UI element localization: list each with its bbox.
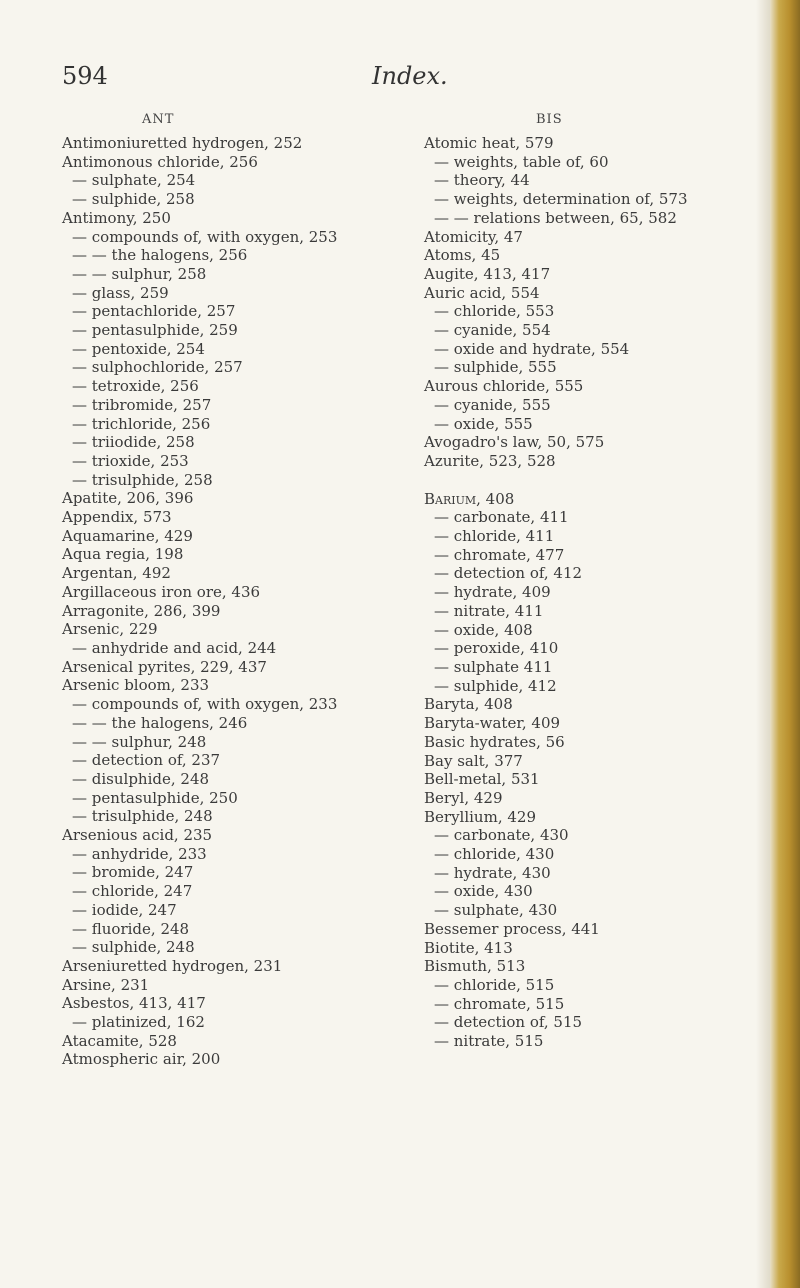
index-entry: Appendix, 573 — [62, 508, 172, 527]
index-subentry: — detection of, 412 — [434, 564, 583, 583]
index-subentry: — anhydride, 233 — [72, 844, 207, 863]
index-entry: Bismuth, 513 — [424, 957, 526, 976]
index-subentry: — trisulphide, 248 — [72, 807, 213, 826]
index-entry: Atoms, 45 — [424, 246, 501, 265]
index-column-left — [62, 112, 402, 1069]
index-entry: Arragonite, 286, 399 — [62, 601, 221, 620]
index-entry: Bay salt, 377 — [424, 751, 523, 770]
index-subentry: — sulphate 411 — [434, 657, 553, 676]
index-subentry: — oxide, 408 — [434, 620, 533, 639]
index-subentry: — carbonate, 411 — [434, 508, 569, 527]
index-entry: Baryta-water, 409 — [424, 714, 561, 733]
index-entry: Antimoniuretted hydrogen, 252 — [62, 134, 303, 152]
index-subentry: — weights, determination of, 573 — [434, 190, 688, 209]
index-entry: Basic hydrates, 56 — [424, 732, 565, 751]
index-entry: Arsenic, 229 — [62, 620, 158, 639]
index-entry: Aurous chloride, 555 — [424, 377, 584, 396]
index-entry: Antimony, 250 — [62, 208, 171, 227]
index-entry: Biotite, 413 — [424, 938, 513, 957]
index-subentry: — — sulphur, 258 — [72, 264, 207, 283]
index-subentry: — chromate, 515 — [434, 994, 565, 1013]
index-subentry: — oxide, 555 — [434, 414, 533, 433]
index-subentry: — detection of, 237 — [72, 751, 221, 770]
index-subentry: — detection of, 515 — [434, 1013, 583, 1032]
index-subentry: — chromate, 477 — [434, 545, 565, 564]
running-title: Index. — [372, 62, 448, 90]
index-subentry: — triiodide, 258 — [72, 433, 195, 452]
index-entry: Bessemer process, 441 — [424, 919, 600, 938]
index-subentry: — sulphide, 248 — [72, 938, 195, 957]
index-subentry: — tribromide, 257 — [72, 395, 212, 414]
index-entry: Asbestos, 413, 417 — [62, 994, 206, 1013]
index-subentry: — carbonate, 430 — [434, 826, 569, 845]
index-entry: Atmospheric air, 200 — [62, 1050, 221, 1069]
guide-word-left: ANT — [142, 112, 175, 127]
index-entry: Atomic heat, 579 — [424, 134, 554, 152]
index-subentry: — trisulphide, 258 — [72, 470, 213, 489]
index-subentry: — weights, table of, 60 — [434, 152, 609, 171]
index-subentry: — theory, 44 — [434, 171, 530, 190]
index-subentry: — — sulphur, 248 — [72, 732, 207, 751]
index-entry: Arsine, 231 — [62, 975, 150, 994]
index-subentry: — tetroxide, 256 — [72, 377, 199, 396]
index-subentry: — bromide, 247 — [72, 863, 194, 882]
index-subentry: — iodide, 247 — [72, 900, 177, 919]
index-entry: Barium, 408 — [424, 489, 515, 508]
index-entry: Arsenic bloom, 233 — [62, 676, 210, 695]
index-subentry: — hydrate, 430 — [434, 863, 551, 882]
index-subentry: — sulphide, 412 — [434, 676, 557, 695]
index-subentry: — sulphide, 258 — [72, 190, 195, 209]
index-subentry: — peroxide, 410 — [434, 639, 559, 658]
index-subentry: — chloride, 247 — [72, 882, 193, 901]
index-entry: Avogadro's law, 50, 575 — [424, 433, 605, 452]
index-entry: Aquamarine, 429 — [62, 526, 193, 545]
index-entry: Auric acid, 554 — [424, 283, 540, 302]
index-subentry: — chloride, 430 — [434, 845, 555, 864]
index-entry: Atacamite, 528 — [62, 1031, 177, 1050]
index-entry: Baryta, 408 — [424, 695, 513, 714]
index-entry: Apatite, 206, 396 — [62, 489, 194, 508]
index-list-right — [424, 134, 764, 1051]
index-subentry: — disulphide, 248 — [72, 769, 210, 788]
index-subentry: — oxide, 430 — [434, 882, 533, 901]
index-entry: Argentan, 492 — [62, 564, 171, 583]
index-subentry: — — relations between, 65, 582 — [434, 208, 677, 227]
index-subentry: — glass, 259 — [72, 283, 169, 302]
index-subentry: — cyanide, 554 — [434, 321, 551, 340]
index-subentry: — pentachloride, 257 — [72, 302, 236, 321]
index-entry: Arseniuretted hydrogen, 231 — [62, 956, 283, 975]
index-subentry: — chloride, 515 — [434, 975, 555, 994]
index-entry: Argillaceous iron ore, 436 — [62, 582, 261, 601]
index-entry: Augite, 413, 417 — [424, 264, 551, 283]
index-subentry: — anhydride and acid, 244 — [72, 638, 277, 657]
index-subentry: — pentasulphide, 259 — [72, 321, 238, 340]
index-subentry: — nitrate, 411 — [434, 601, 544, 620]
index-subentry: — chloride, 553 — [434, 302, 555, 321]
index-entry: Aqua regia, 198 — [62, 545, 184, 564]
index-subentry: — nitrate, 515 — [434, 1032, 544, 1051]
index-subentry: — oxide and hydrate, 554 — [434, 339, 630, 358]
index-subentry: — hydrate, 409 — [434, 583, 551, 602]
index-entry: Beryl, 429 — [424, 788, 503, 807]
index-subentry: — sulphochloride, 257 — [72, 358, 243, 377]
index-entry: Bell-metal, 531 — [424, 770, 540, 789]
index-entry: Arsenical pyrites, 229, 437 — [62, 657, 267, 676]
index-subentry: — — the halogens, 256 — [72, 246, 248, 265]
index-subentry: — pentasulphide, 250 — [72, 788, 238, 807]
index-entry: Arsenious acid, 235 — [62, 826, 213, 845]
index-subentry: — sulphate, 254 — [72, 171, 196, 190]
index-entry: Antimonous chloride, 256 — [62, 152, 258, 171]
index-subentry: — platinized, 162 — [72, 1013, 205, 1032]
index-subentry: — cyanide, 555 — [434, 395, 551, 414]
index-entry: Azurite, 523, 528 — [424, 451, 556, 470]
index-subentry: — compounds of, with oxygen, 253 — [72, 227, 338, 246]
index-subentry: — sulphide, 555 — [434, 358, 557, 377]
index-entry: Atomicity, 47 — [424, 227, 523, 246]
page-number: 594 — [62, 62, 108, 90]
index-column-right — [424, 112, 764, 1051]
index-subentry: — — the halogens, 246 — [72, 713, 248, 732]
page-edge-binding — [770, 0, 800, 1288]
index-list-left — [62, 134, 402, 1069]
index-subentry: — chloride, 411 — [434, 527, 555, 546]
index-entry: Beryllium, 429 — [424, 807, 536, 826]
index-subentry: — sulphate, 430 — [434, 901, 558, 920]
index-subentry: — fluoride, 248 — [72, 919, 190, 938]
index-subentry: — trichloride, 256 — [72, 414, 211, 433]
index-subentry: — compounds of, with oxygen, 233 — [72, 695, 338, 714]
index-subentry: — pentoxide, 254 — [72, 339, 205, 358]
guide-word-right: BIS — [536, 112, 563, 127]
index-subentry: — trioxide, 253 — [72, 451, 189, 470]
